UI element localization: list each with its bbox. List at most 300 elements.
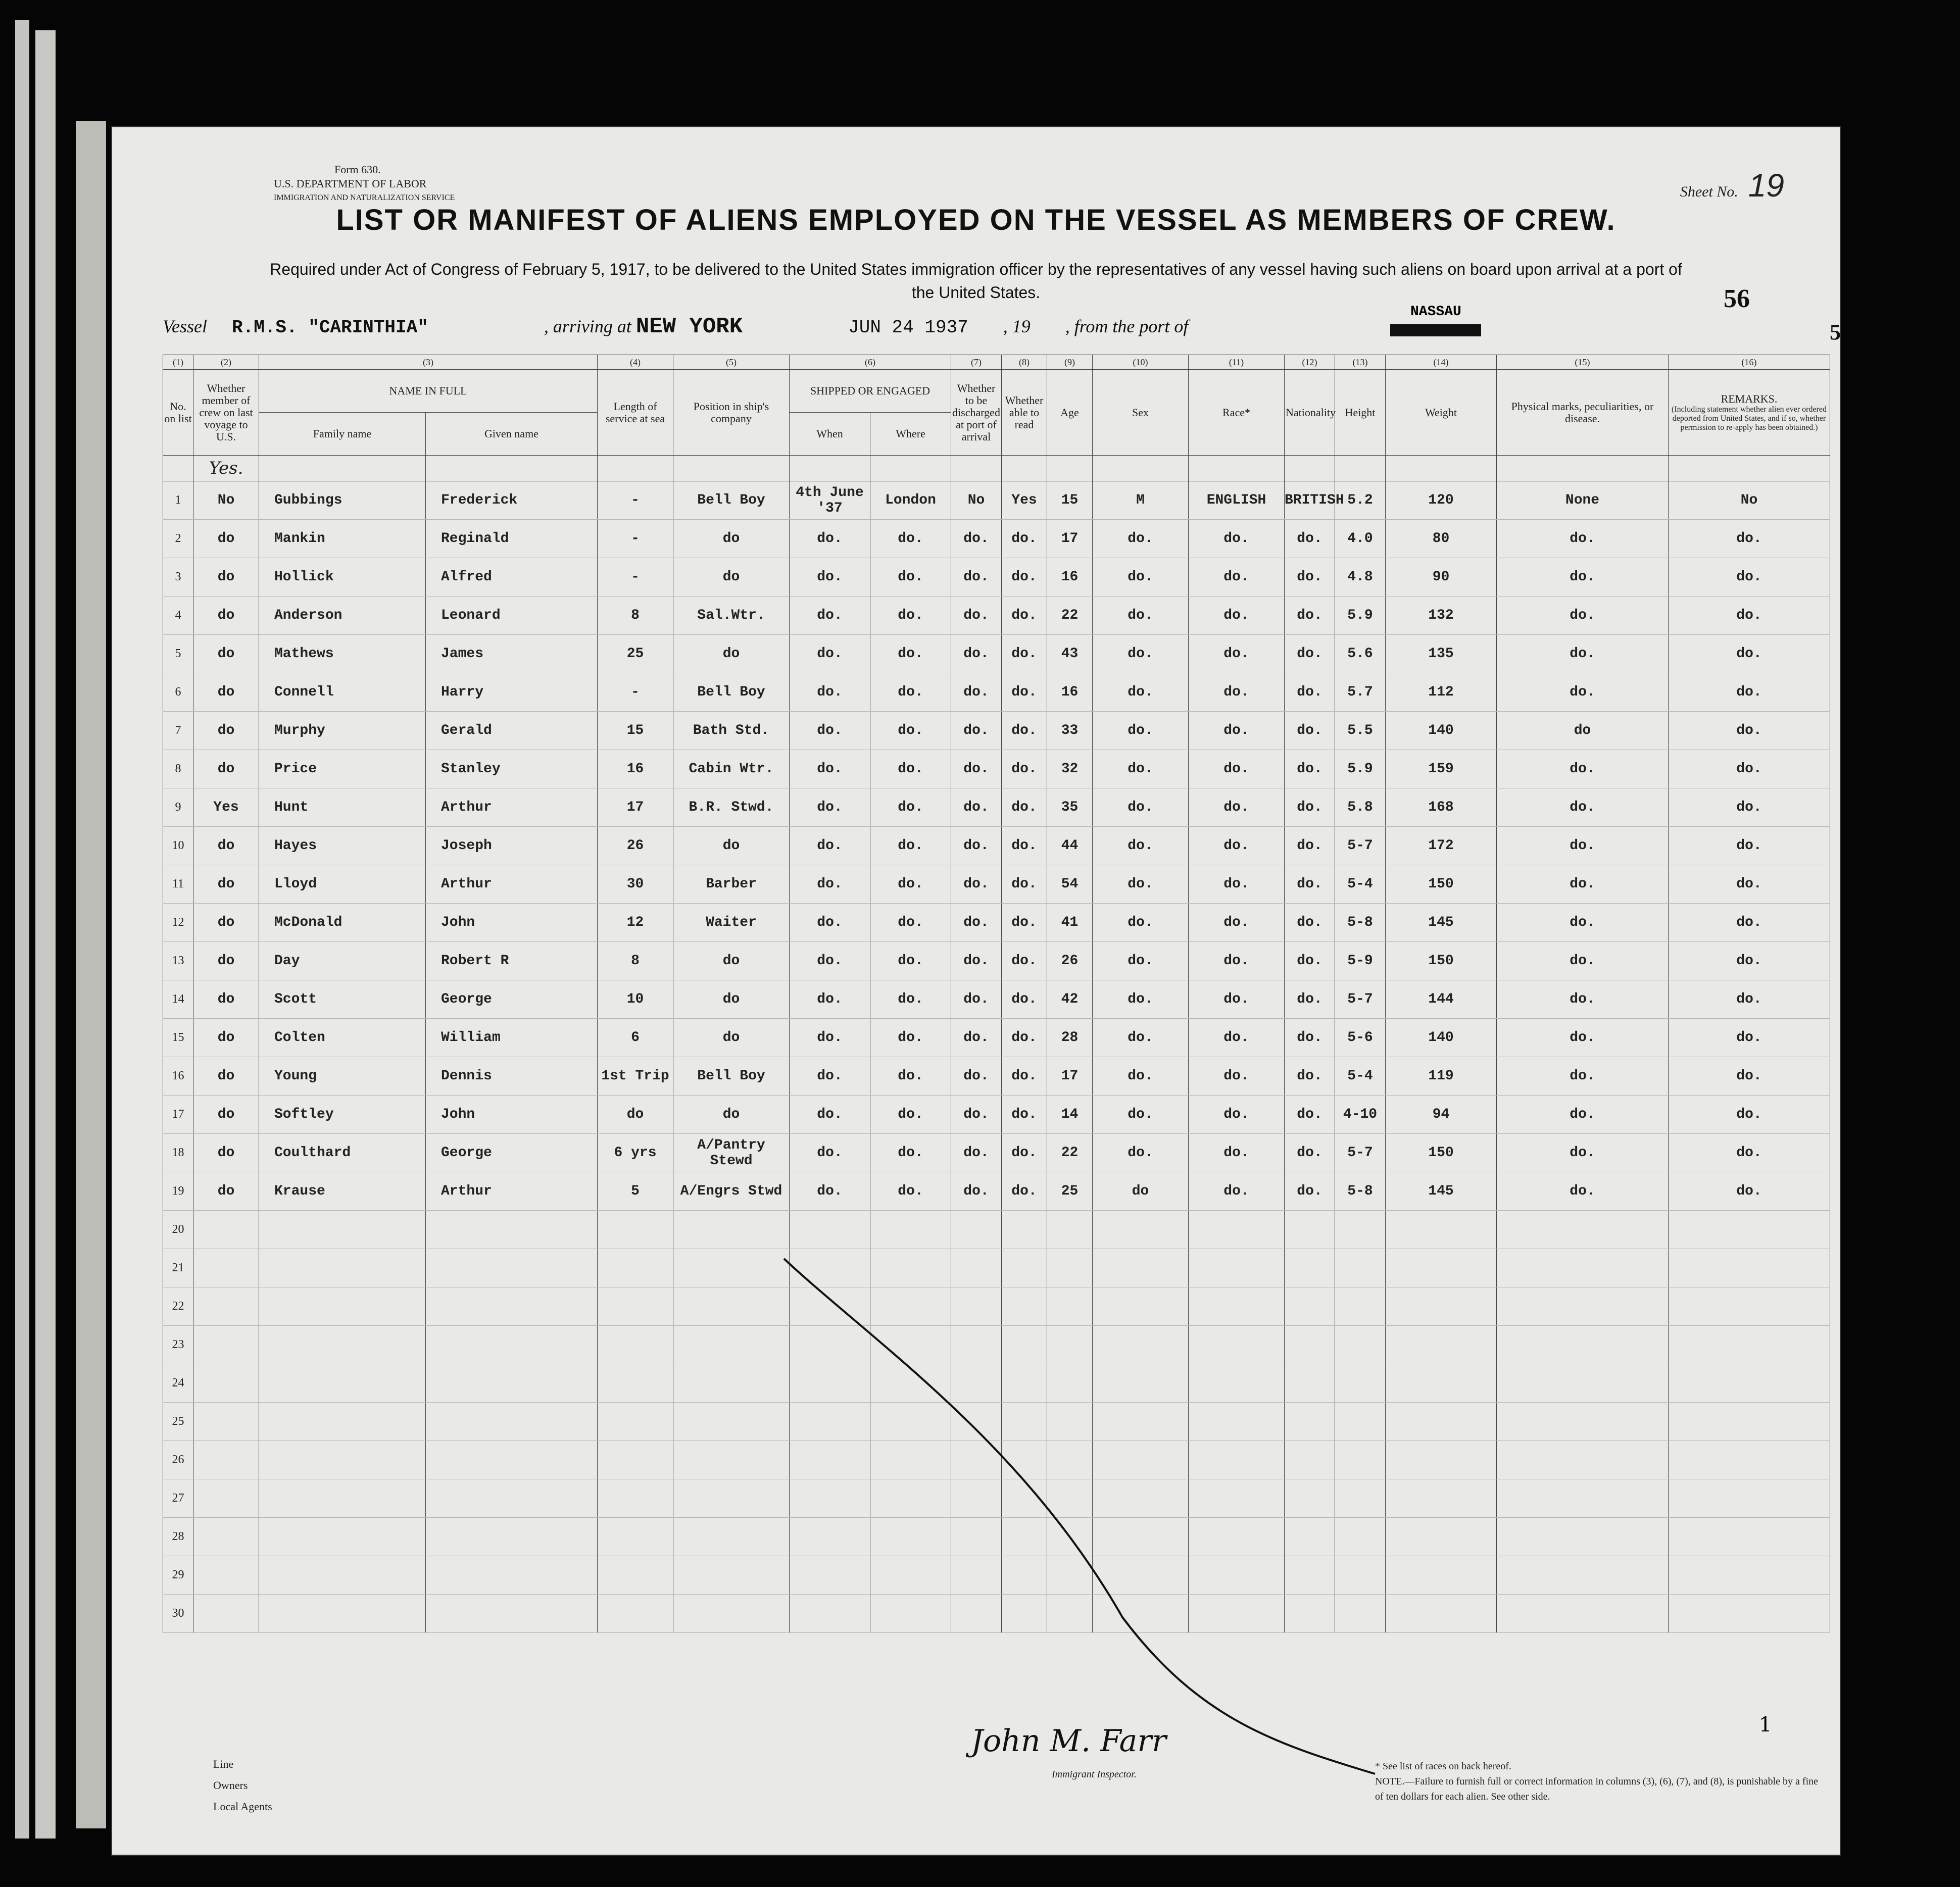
cell-nat: BRITISH [1285,481,1335,520]
cell-empty [1285,1518,1335,1556]
col-num-11: (11) [1189,355,1285,370]
cell-service: 16 [598,750,673,788]
cell-service: 1st Trip [598,1057,673,1096]
cell-race: do. [1189,712,1285,750]
cell-empty [193,1326,259,1364]
cell-read: do. [1002,1172,1047,1211]
cell-empty [259,1441,426,1479]
cell-empty [1386,1249,1497,1287]
cell-n: 16 [163,1057,193,1096]
cell-sex: do. [1093,558,1189,597]
cell-where: do. [870,942,951,980]
header-family-name: Family name [259,413,426,456]
cell-when: do. [790,558,870,597]
cell-remarks: do. [1669,558,1830,597]
cell-height: 5.9 [1335,750,1386,788]
cell-empty [1386,1287,1497,1326]
cell-weight: 168 [1386,788,1497,827]
cell-when: do. [790,865,870,904]
cell-n: 26 [163,1441,193,1479]
crew-row [163,481,1830,520]
cell-given: George [426,1134,598,1172]
col-num-15: (15) [1497,355,1669,370]
cell-marks: do. [1497,788,1669,827]
cell-service: 15 [598,712,673,750]
cell-prev: do [193,750,259,788]
cell-when: do. [790,520,870,558]
cell-n: 20 [163,1211,193,1249]
col-num-2: (2) [193,355,259,370]
col-num-7: (7) [951,355,1002,370]
header-service-length: Length of service at sea [598,370,673,456]
cell-empty [1669,1364,1830,1403]
cell-empty [870,1518,951,1556]
year-label: , 19 [1003,316,1031,336]
cell-empty [951,1595,1002,1633]
cell-marks: do. [1497,942,1669,980]
cell-remarks: do. [1669,904,1830,942]
cell-where: do. [870,1134,951,1172]
cell-prev: do [193,1134,259,1172]
cell-prev: do [193,1057,259,1096]
cell-empty [790,1287,870,1326]
cell-empty [598,1249,673,1287]
empty-row [163,1211,1830,1249]
cell-where: London [870,481,951,520]
cell-empty [790,1479,870,1518]
cell-when: do. [790,788,870,827]
cell-service: 25 [598,635,673,673]
cell-empty [790,1595,870,1633]
cell-marks: do. [1497,635,1669,673]
cell-empty [1285,1249,1335,1287]
cell-height: 5.6 [1335,635,1386,673]
yes-annotation: Yes. [193,456,259,481]
cell-empty [1093,1403,1189,1441]
empty-row [163,1403,1830,1441]
cell-weight: 172 [1386,827,1497,865]
cell-empty [193,1403,259,1441]
cell-when: do. [790,673,870,712]
cell-remarks: do. [1669,1172,1830,1211]
cell-n: 22 [163,1287,193,1326]
col-num-5: (5) [673,355,790,370]
cell-empty [598,1326,673,1364]
cell-empty [426,1518,598,1556]
cell-family: Hollick [259,558,426,597]
cell-empty [1002,1556,1047,1595]
col-num-1: (1) [163,355,193,370]
cell-age: 28 [1047,1019,1093,1057]
cell-empty [951,1364,1002,1403]
cell-where: do. [870,558,951,597]
cell-n: 7 [163,712,193,750]
cell-prev: do [193,980,259,1019]
form-department: U.S. DEPARTMENT OF LABOR [274,177,427,190]
header-height: Height [1335,370,1386,456]
cell-empty [259,1403,426,1441]
column-number-row [163,355,1830,370]
cell-n: 29 [163,1556,193,1595]
cell-empty [790,1249,870,1287]
cell-sex: do. [1093,980,1189,1019]
cell-empty [673,1518,790,1556]
cell-height: 4.8 [1335,558,1386,597]
cell-position: A/Engrs Stwd [673,1172,790,1211]
cell-disch: do. [951,635,1002,673]
cell-prev: No [193,481,259,520]
cell-empty [1047,1287,1093,1326]
cell-race: do. [1189,750,1285,788]
cell-family: Scott [259,980,426,1019]
cell-read: Yes [1002,481,1047,520]
margin-number-b: 5 [1830,320,1841,344]
cell-disch: No [951,481,1002,520]
cell-empty [1386,1479,1497,1518]
cell-disch: do. [951,597,1002,635]
cell-nat: do. [1285,1019,1335,1057]
cell-given: Arthur [426,788,598,827]
cell-disch: do. [951,865,1002,904]
cell-prev: do [193,827,259,865]
cell-nat: do. [1285,750,1335,788]
empty-row [163,1287,1830,1326]
cell-empty [1189,1595,1285,1633]
cell-marks: do. [1497,673,1669,712]
cell-family: Price [259,750,426,788]
cell-position: Bell Boy [673,481,790,520]
cell-sex: do. [1093,1019,1189,1057]
cell-empty [1093,1556,1189,1595]
cell-empty [1047,1518,1093,1556]
cell-sex: do. [1093,673,1189,712]
cell-n: 12 [163,904,193,942]
cell-empty [1386,1556,1497,1595]
cell-empty [1002,1518,1047,1556]
cell-empty [1335,1479,1386,1518]
cell-sex: do. [1093,865,1189,904]
cell-sex: do. [1093,788,1189,827]
cell-sex: do. [1093,904,1189,942]
cell-empty [951,1287,1002,1326]
cell-empty [870,1595,951,1633]
cell-empty [1497,1211,1669,1249]
cell-service: 5 [598,1172,673,1211]
cell-given: Frederick [426,481,598,520]
cell-height: 5-6 [1335,1019,1386,1057]
cell-empty [1335,1441,1386,1479]
cell-empty [1669,1287,1830,1326]
cell-height: 5-7 [1335,827,1386,865]
cell-empty [1285,1287,1335,1326]
cell-empty [790,1364,870,1403]
cell-position: Cabin Wtr. [673,750,790,788]
vessel-label: Vessel [163,316,207,336]
cell-disch: do. [951,827,1002,865]
cell-empty [193,1441,259,1479]
cell-n: 17 [163,1096,193,1134]
cell-remarks: do. [1669,980,1830,1019]
cell-empty [790,1403,870,1441]
cell-empty [193,1556,259,1595]
cell-n: 15 [163,1019,193,1057]
cell-weight: 120 [1386,481,1497,520]
cell-age: 14 [1047,1096,1093,1134]
cell-family: Coulthard [259,1134,426,1172]
crew-row [163,980,1830,1019]
cell-empty [870,1403,951,1441]
cell-empty [193,1364,259,1403]
cell-empty [1386,1364,1497,1403]
header-when: When [790,413,870,456]
page-subtitle: Required under Act of Congress of February 5, 1917, to be delivered to the United States immigration officer by the representatives of any vessel having such aliens on board upon arrival at a port of the United States. [270,260,1682,302]
cell-n: 30 [163,1595,193,1633]
col-num-8: (8) [1002,355,1047,370]
paper-edge-middle [35,30,56,1839]
cell-position: Barber [673,865,790,904]
cell-n: 14 [163,980,193,1019]
cell-empty [1002,1249,1047,1287]
cell-height: 5-7 [1335,980,1386,1019]
cell-empty [193,1249,259,1287]
cell-empty [1497,1441,1669,1479]
cell-nat: do. [1285,942,1335,980]
cell-remarks: do. [1669,520,1830,558]
header-remarks-title: REMARKS. [1721,392,1778,405]
cell-age: 44 [1047,827,1093,865]
cell-empty [1189,1556,1285,1595]
cell-service: - [598,673,673,712]
cell-empty [426,1403,598,1441]
cell-empty [1002,1326,1047,1364]
cell-empty [598,1287,673,1326]
cell-empty [426,1249,598,1287]
cell-empty [1285,1479,1335,1518]
crew-row [163,942,1830,980]
cell-remarks: do. [1669,1057,1830,1096]
cell-empty [951,1211,1002,1249]
cell-where: do. [870,750,951,788]
crew-row [163,904,1830,942]
cell-nat: do. [1285,712,1335,750]
cell-empty [1189,1364,1285,1403]
cell-empty [193,1479,259,1518]
cell-marks: do. [1497,1019,1669,1057]
header-age: Age [1047,370,1093,456]
cell-empty [1497,1479,1669,1518]
header-physical-marks: Physical marks, peculiarities, or disease. [1497,370,1669,456]
cell-read: do. [1002,904,1047,942]
cell-empty [1335,1211,1386,1249]
cell-prev: do [193,904,259,942]
crew-row [163,865,1830,904]
crew-row [163,1057,1830,1096]
cell-disch: do. [951,980,1002,1019]
cell-empty [870,1249,951,1287]
cell-empty [1093,1441,1189,1479]
cell-age: 15 [1047,481,1093,520]
cell-empty [1093,1595,1189,1633]
cell-sex: do. [1093,712,1189,750]
cell-race: do. [1189,558,1285,597]
cell-disch: do. [951,904,1002,942]
cell-empty [426,1326,598,1364]
empty-row [163,1479,1830,1518]
cell-nat: do. [1285,597,1335,635]
cell-age: 43 [1047,635,1093,673]
cell-position: do [673,1096,790,1134]
crew-row [163,520,1830,558]
header-given-name: Given name [426,413,598,456]
cell-service: 10 [598,980,673,1019]
cell-empty [1497,1518,1669,1556]
empty-row [163,1249,1830,1287]
cell-empty [1335,1556,1386,1595]
header-remarks-note: (Including statement whether alien ever ordered deported from United States, and if so, whether permission to re-apply has been obtained.) [1672,405,1827,432]
crew-row [163,1134,1830,1172]
cell-empty [1386,1326,1497,1364]
cell-nat: do. [1285,827,1335,865]
cell-given: Reginald [426,520,598,558]
cell-read: do. [1002,712,1047,750]
cell-marks: do. [1497,750,1669,788]
cell-weight: 150 [1386,942,1497,980]
cell-service: 6 [598,1019,673,1057]
cell-empty [426,1479,598,1518]
cell-read: do. [1002,635,1047,673]
cell-when: do. [790,750,870,788]
cell-empty [426,1364,598,1403]
cell-given: Arthur [426,1172,598,1211]
crew-row [163,1096,1830,1134]
cell-position: Waiter [673,904,790,942]
cell-empty [1002,1364,1047,1403]
cell-height: 5.7 [1335,673,1386,712]
cell-race: do. [1189,1172,1285,1211]
cell-when: do. [790,712,870,750]
cell-empty [1189,1518,1285,1556]
header-name-in-full: NAME IN FULL [259,370,598,413]
cell-age: 22 [1047,597,1093,635]
empty-row [163,1595,1830,1633]
cell-race: do. [1189,1019,1285,1057]
cell-disch: do. [951,520,1002,558]
cell-weight: 145 [1386,1172,1497,1211]
cell-empty [259,1595,426,1633]
cell-empty [1335,1403,1386,1441]
cell-age: 35 [1047,788,1093,827]
cell-service: 26 [598,827,673,865]
cell-weight: 112 [1386,673,1497,712]
header-remarks [1669,370,1830,456]
cell-marks: do. [1497,827,1669,865]
header-row-1 [163,370,1830,413]
cell-height: 5.9 [1335,597,1386,635]
cell-position: Bell Boy [673,673,790,712]
cell-nat: do. [1285,673,1335,712]
cell-family: Young [259,1057,426,1096]
crew-row [163,1019,1830,1057]
cell-empty [1002,1403,1047,1441]
cell-weight: 150 [1386,1134,1497,1172]
yes-annotation-row [163,456,1830,481]
cell-where: do. [870,980,951,1019]
cell-empty [1335,1595,1386,1633]
cell-remarks: do. [1669,1096,1830,1134]
cell-empty [1669,1479,1830,1518]
cell-sex: do. [1093,750,1189,788]
cell-n: 18 [163,1134,193,1172]
cell-marks: do. [1497,1096,1669,1134]
cell-height: 5-7 [1335,1134,1386,1172]
cell-when: do. [790,1134,870,1172]
crew-row [163,1172,1830,1211]
cell-empty [259,1249,426,1287]
cell-read: do. [1002,597,1047,635]
cell-read: do. [1002,1019,1047,1057]
header-shipped-engaged: SHIPPED OR ENGAGED [790,370,951,413]
cell-remarks: do. [1669,597,1830,635]
cell-n: 3 [163,558,193,597]
footer-notes [1375,1759,1820,1804]
empty-row [163,1518,1830,1556]
cell-empty [426,1287,598,1326]
cell-empty [1285,1595,1335,1633]
cell-empty [673,1364,790,1403]
cell-remarks: do. [1669,1134,1830,1172]
cell-empty [673,1403,790,1441]
cell-marks: None [1497,481,1669,520]
cell-where: do. [870,673,951,712]
cell-race: do. [1189,904,1285,942]
cell-n: 13 [163,942,193,980]
cell-age: 26 [1047,942,1093,980]
cell-remarks: do. [1669,635,1830,673]
cell-empty [259,1364,426,1403]
cell-prev: Yes [193,788,259,827]
cell-height: 5-4 [1335,1057,1386,1096]
cell-empty [870,1479,951,1518]
cell-read: do. [1002,520,1047,558]
cell-position: do [673,942,790,980]
header-sex: Sex [1093,370,1189,456]
cell-disch: do. [951,1057,1002,1096]
cell-empty [1669,1326,1830,1364]
sheet-label: Sheet No. [1680,183,1738,200]
cell-empty [1335,1364,1386,1403]
cell-weight: 140 [1386,712,1497,750]
cell-empty [1047,1556,1093,1595]
cell-age: 41 [1047,904,1093,942]
cell-marks: do. [1497,1172,1669,1211]
cell-family: Mankin [259,520,426,558]
cell-age: 17 [1047,520,1093,558]
cell-empty [598,1595,673,1633]
cell-age: 25 [1047,1172,1093,1211]
cell-empty [426,1556,598,1595]
cell-empty [1047,1479,1093,1518]
form-service: IMMIGRATION AND NATURALIZATION SERVICE [274,193,455,202]
cell-empty [673,1211,790,1249]
cell-n: 5 [163,635,193,673]
cell-sex: do [1093,1172,1189,1211]
cell-where: do. [870,520,951,558]
cell-empty [426,1211,598,1249]
cell-disch: do. [951,942,1002,980]
cell-position: Sal.Wtr. [673,597,790,635]
cell-empty [1093,1287,1189,1326]
footer-labels [213,1754,272,1817]
